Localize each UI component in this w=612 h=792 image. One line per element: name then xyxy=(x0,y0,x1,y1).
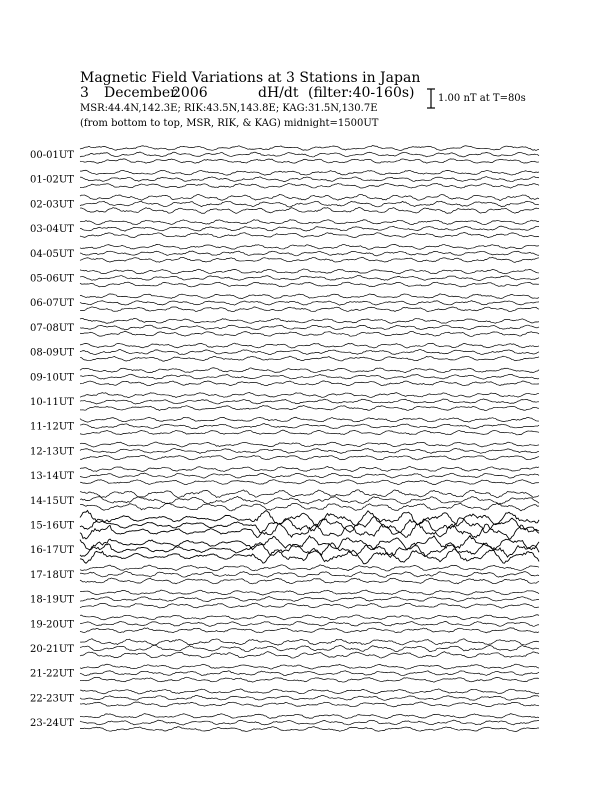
trace-rik xyxy=(80,275,539,280)
trace-kag xyxy=(80,318,539,323)
row-label: 19-20UT xyxy=(30,619,74,631)
row-label: 12-13UT xyxy=(30,446,74,458)
row-label: 07-08UT xyxy=(30,322,74,334)
trace-kag xyxy=(80,664,539,669)
trace-rik xyxy=(80,201,539,207)
trace-kag xyxy=(80,417,539,422)
row-label: 21-22UT xyxy=(30,668,74,680)
trace-rik xyxy=(80,251,539,256)
row-label: 10-11UT xyxy=(30,397,74,408)
trace-rik xyxy=(80,226,539,231)
trace-rik xyxy=(80,473,539,478)
trace-kag xyxy=(80,467,539,472)
chart-title: Magnetic Field Variations at 3 Stations in Japan xyxy=(80,70,421,86)
row-label: 23-24UT xyxy=(30,718,74,730)
trace-kag xyxy=(80,511,539,527)
row-label: 02-03UT xyxy=(30,199,74,211)
trace-rik xyxy=(80,645,539,651)
trace-msr xyxy=(80,356,539,361)
trace-msr xyxy=(80,702,539,707)
trace-kag xyxy=(80,565,539,571)
trace-kag xyxy=(80,220,539,225)
trace-msr xyxy=(80,183,539,188)
trace-kag xyxy=(80,269,539,274)
row-label: 06-07UT xyxy=(30,298,74,310)
trace-msr xyxy=(80,628,539,633)
trace-kag xyxy=(80,490,539,498)
order-line: (from bottom to top, MSR, RIK, & KAG) midnight=1500UT xyxy=(80,118,379,129)
trace-msr xyxy=(80,578,539,584)
trace-rik xyxy=(80,325,539,330)
row-label: 01-02UT xyxy=(30,174,74,186)
trace-msr xyxy=(80,257,539,262)
stations-line: MSR:44.4N,142.3E; RIK:43.5N,143.8E; KAG:31.5N,130.7E xyxy=(80,103,378,114)
trace-msr xyxy=(80,381,539,386)
row-label: 09-10UT xyxy=(30,372,74,384)
trace-rik xyxy=(80,671,539,676)
trace-rik xyxy=(80,571,539,577)
row-label: 08-09UT xyxy=(30,347,74,359)
trace-msr xyxy=(80,652,539,658)
trace-rik xyxy=(80,301,539,306)
trace-msr xyxy=(80,727,539,732)
trace-kag xyxy=(80,194,539,200)
trace-msr xyxy=(80,307,539,312)
trace-rik xyxy=(80,177,539,182)
scale-bar-label: 1.00 nT at T=80s xyxy=(438,93,526,104)
row-label: 00-01UT xyxy=(30,150,74,161)
trace-kag xyxy=(80,393,539,398)
trace-rik xyxy=(80,350,539,355)
trace-kag xyxy=(80,170,539,175)
row-label: 04-05UT xyxy=(30,248,74,260)
trace-msr xyxy=(80,207,539,213)
scale-bar xyxy=(427,89,435,108)
row-label: 05-06UT xyxy=(30,273,74,285)
row-label: 15-16UT xyxy=(30,520,74,532)
row-label: 17-18UT xyxy=(30,569,74,581)
row-label: 20-21UT xyxy=(30,644,74,655)
trace-rik xyxy=(80,152,539,157)
trace-rik xyxy=(80,597,539,602)
trace-msr xyxy=(80,503,539,511)
date-day: 3 xyxy=(80,85,89,101)
quantity-label: dH/dt xyxy=(258,85,299,101)
trace-kag xyxy=(80,714,539,719)
trace-rik xyxy=(80,720,539,725)
trace-kag xyxy=(80,368,539,373)
trace-rik xyxy=(80,374,539,379)
trace-msr xyxy=(80,405,539,410)
row-label: 22-23UT xyxy=(30,693,74,705)
trace-rik xyxy=(80,399,539,404)
trace-msr xyxy=(80,480,539,485)
trace-rik xyxy=(80,448,539,453)
trace-msr xyxy=(80,677,539,682)
row-label: 11-12UT xyxy=(30,421,74,433)
trace-msr xyxy=(80,159,539,163)
trace-kag xyxy=(80,536,539,550)
trace-kag xyxy=(80,615,539,620)
trace-kag xyxy=(80,639,539,645)
trace-msr xyxy=(80,603,539,608)
trace-kag xyxy=(80,146,539,151)
trace-msr xyxy=(80,455,539,459)
trace-msr xyxy=(80,430,539,435)
row-label: 13-14UT xyxy=(30,471,74,483)
row-label: 18-19UT xyxy=(30,594,74,606)
trace-kag xyxy=(80,294,539,299)
trace-rik xyxy=(80,496,539,504)
trace-kag xyxy=(80,689,539,694)
row-label: 03-04UT xyxy=(30,224,74,236)
trace-kag xyxy=(80,590,539,595)
trace-msr xyxy=(80,331,539,336)
trace-rik xyxy=(80,424,539,429)
trace-rik xyxy=(80,621,539,626)
trace-rik xyxy=(80,543,539,558)
row-label: 14-15UT xyxy=(30,495,74,507)
trace-rik xyxy=(80,695,539,700)
trace-msr xyxy=(80,282,539,287)
row-label: 16-17UT xyxy=(30,545,74,557)
trace-kag xyxy=(80,442,539,447)
trace-msr xyxy=(80,548,539,563)
trace-kag xyxy=(80,244,539,249)
date-year: 2006 xyxy=(172,85,208,101)
trace-msr xyxy=(80,233,539,238)
trace-kag xyxy=(80,343,539,348)
trace-rows xyxy=(30,146,539,732)
filter-label: (filter:40-160s) xyxy=(308,85,415,101)
date-month: December xyxy=(104,85,177,101)
